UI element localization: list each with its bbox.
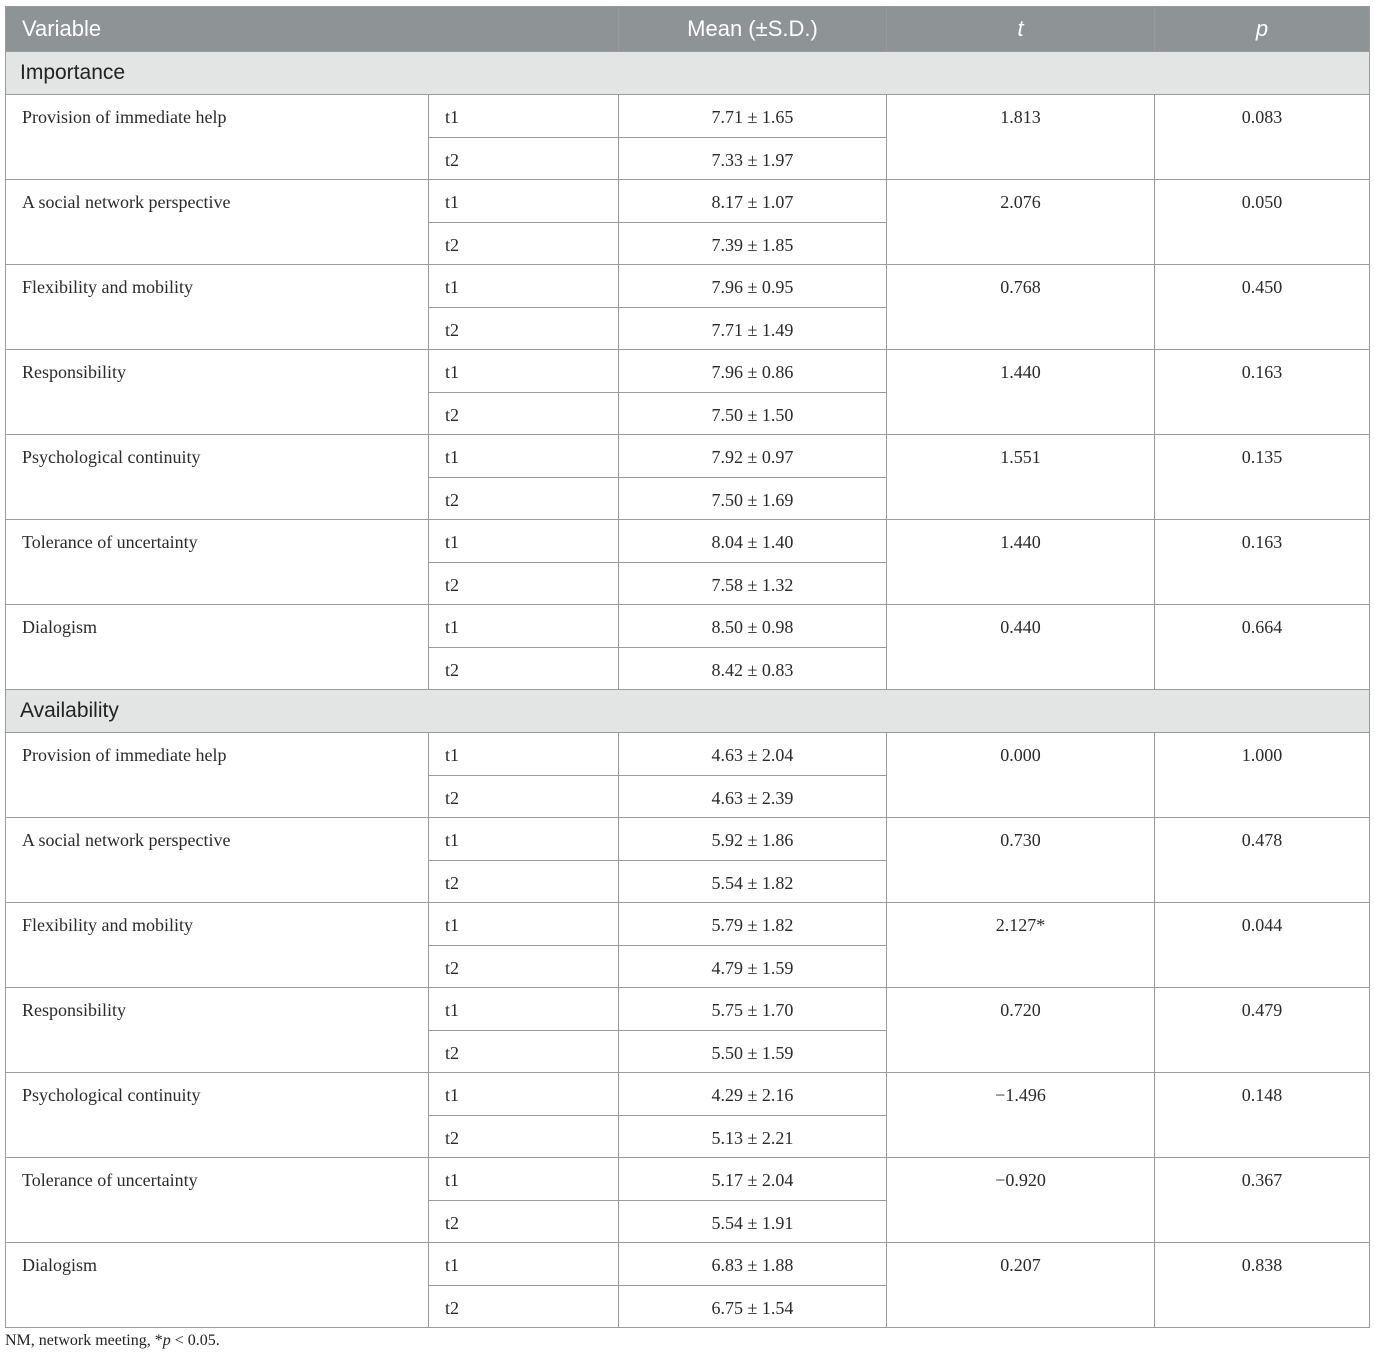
- variable-cell: A social network perspective: [6, 818, 429, 903]
- table-body: [6, 52, 1370, 1328]
- table-row: [6, 903, 1370, 946]
- timepoint-cell: t1: [429, 1158, 619, 1201]
- timepoint-cell: t2: [429, 477, 619, 520]
- p-value-cell: 0.478: [1155, 818, 1370, 903]
- variable-cell: A social network perspective: [6, 180, 429, 265]
- variable-cell: Flexibility and mobility: [6, 265, 429, 350]
- mean-cell: 5.54 ± 1.91: [619, 1200, 887, 1243]
- t-value-cell: 2.127*: [887, 903, 1155, 988]
- p-value-cell: 0.479: [1155, 988, 1370, 1073]
- timepoint-cell: t1: [429, 988, 619, 1031]
- table-row: [6, 1073, 1370, 1116]
- p-value-cell: 0.450: [1155, 265, 1370, 350]
- table-row: [6, 818, 1370, 861]
- mean-cell: 6.75 ± 1.54: [619, 1285, 887, 1328]
- table-row: [6, 605, 1370, 648]
- t-value-cell: 0.730: [887, 818, 1155, 903]
- t-value-cell: 1.551: [887, 435, 1155, 520]
- table-row: [6, 95, 1370, 138]
- mean-cell: 7.71 ± 1.49: [619, 307, 887, 350]
- timepoint-cell: t1: [429, 1243, 619, 1286]
- mean-cell: 7.33 ± 1.97: [619, 137, 887, 180]
- p-value-cell: 0.838: [1155, 1243, 1370, 1328]
- variable-cell: Responsibility: [6, 350, 429, 435]
- footnote: [5, 1332, 220, 1350]
- variable-cell: Psychological continuity: [6, 435, 429, 520]
- mean-cell: 7.92 ± 0.97: [619, 435, 887, 478]
- table-row: [6, 435, 1370, 478]
- t-value-cell: −1.496: [887, 1073, 1155, 1158]
- section-title: Availability: [6, 690, 1370, 733]
- variable-cell: Dialogism: [6, 1243, 429, 1328]
- p-value-cell: 0.664: [1155, 605, 1370, 690]
- t-value-cell: 1.440: [887, 350, 1155, 435]
- timepoint-cell: t2: [429, 222, 619, 265]
- variable-cell: Provision of immediate help: [6, 733, 429, 818]
- mean-cell: 7.71 ± 1.65: [619, 95, 887, 138]
- mean-cell: 7.50 ± 1.69: [619, 477, 887, 520]
- variable-cell: Tolerance of uncertainty: [6, 520, 429, 605]
- header-row: [6, 7, 1370, 52]
- mean-cell: 4.63 ± 2.04: [619, 733, 887, 776]
- mean-cell: 7.96 ± 0.86: [619, 350, 887, 393]
- footnote-suffix: < 0.05.: [170, 1332, 220, 1349]
- table-row: [6, 180, 1370, 223]
- table-row: [6, 733, 1370, 776]
- mean-cell: 8.42 ± 0.83: [619, 647, 887, 690]
- table-row: [6, 265, 1370, 308]
- timepoint-cell: t1: [429, 180, 619, 223]
- mean-cell: 4.29 ± 2.16: [619, 1073, 887, 1116]
- timepoint-cell: t1: [429, 265, 619, 308]
- timepoint-cell: t2: [429, 860, 619, 903]
- timepoint-cell: t2: [429, 307, 619, 350]
- table-row: [6, 350, 1370, 393]
- footnote-p-symbol: p: [162, 1332, 171, 1349]
- p-value-cell: 0.148: [1155, 1073, 1370, 1158]
- timepoint-cell: t1: [429, 903, 619, 946]
- table-row: [6, 1158, 1370, 1201]
- variable-cell: Dialogism: [6, 605, 429, 690]
- timepoint-cell: t2: [429, 1285, 619, 1328]
- variable-cell: Responsibility: [6, 988, 429, 1073]
- variable-cell: Tolerance of uncertainty: [6, 1158, 429, 1243]
- t-value-cell: −0.920: [887, 1158, 1155, 1243]
- header-t: t: [887, 7, 1155, 52]
- variable-cell: Flexibility and mobility: [6, 903, 429, 988]
- mean-cell: 5.92 ± 1.86: [619, 818, 887, 861]
- timepoint-cell: t1: [429, 95, 619, 138]
- header-p: p: [1155, 7, 1370, 52]
- variable-cell: Psychological continuity: [6, 1073, 429, 1158]
- footnote-prefix: NM, network meeting, *: [5, 1332, 163, 1349]
- mean-cell: 5.50 ± 1.59: [619, 1030, 887, 1073]
- timepoint-cell: t2: [429, 945, 619, 988]
- timepoint-cell: t1: [429, 733, 619, 776]
- timepoint-cell: t1: [429, 520, 619, 563]
- p-value-cell: 0.044: [1155, 903, 1370, 988]
- mean-cell: 8.17 ± 1.07: [619, 180, 887, 223]
- table-row: [6, 520, 1370, 563]
- header-variable: Variable: [6, 7, 619, 52]
- timepoint-cell: t2: [429, 1200, 619, 1243]
- timepoint-cell: t1: [429, 1073, 619, 1116]
- timepoint-cell: t2: [429, 392, 619, 435]
- mean-cell: 7.96 ± 0.95: [619, 265, 887, 308]
- t-value-cell: 0.720: [887, 988, 1155, 1073]
- header-mean: Mean (±S.D.): [619, 7, 887, 52]
- mean-cell: 5.75 ± 1.70: [619, 988, 887, 1031]
- timepoint-cell: t1: [429, 818, 619, 861]
- t-value-cell: 2.076: [887, 180, 1155, 265]
- section-title: Importance: [6, 52, 1370, 95]
- mean-cell: 8.50 ± 0.98: [619, 605, 887, 648]
- timepoint-cell: t2: [429, 562, 619, 605]
- mean-cell: 7.50 ± 1.50: [619, 392, 887, 435]
- timepoint-cell: t2: [429, 775, 619, 818]
- timepoint-cell: t1: [429, 605, 619, 648]
- p-value-cell: 0.135: [1155, 435, 1370, 520]
- p-value-cell: 1.000: [1155, 733, 1370, 818]
- p-value-cell: 0.163: [1155, 350, 1370, 435]
- timepoint-cell: t2: [429, 137, 619, 180]
- t-value-cell: 0.440: [887, 605, 1155, 690]
- timepoint-cell: t2: [429, 1030, 619, 1073]
- variable-cell: Provision of immediate help: [6, 95, 429, 180]
- mean-cell: 8.04 ± 1.40: [619, 520, 887, 563]
- table-row: [6, 988, 1370, 1031]
- timepoint-cell: t1: [429, 435, 619, 478]
- mean-cell: 5.54 ± 1.82: [619, 860, 887, 903]
- mean-cell: 7.58 ± 1.32: [619, 562, 887, 605]
- mean-cell: 6.83 ± 1.88: [619, 1243, 887, 1286]
- p-value-cell: 0.163: [1155, 520, 1370, 605]
- section-row: [6, 690, 1370, 733]
- timepoint-cell: t2: [429, 647, 619, 690]
- t-value-cell: 1.440: [887, 520, 1155, 605]
- section-row: [6, 52, 1370, 95]
- p-value-cell: 0.050: [1155, 180, 1370, 265]
- table-row: [6, 1243, 1370, 1286]
- t-value-cell: 1.813: [887, 95, 1155, 180]
- results-table: [5, 6, 1370, 1328]
- t-value-cell: 0.768: [887, 265, 1155, 350]
- table-container: [5, 6, 1369, 1328]
- mean-cell: 7.39 ± 1.85: [619, 222, 887, 265]
- mean-cell: 4.63 ± 2.39: [619, 775, 887, 818]
- timepoint-cell: t2: [429, 1115, 619, 1158]
- mean-cell: 5.13 ± 2.21: [619, 1115, 887, 1158]
- mean-cell: 5.17 ± 2.04: [619, 1158, 887, 1201]
- t-value-cell: 0.000: [887, 733, 1155, 818]
- p-value-cell: 0.083: [1155, 95, 1370, 180]
- mean-cell: 4.79 ± 1.59: [619, 945, 887, 988]
- mean-cell: 5.79 ± 1.82: [619, 903, 887, 946]
- p-value-cell: 0.367: [1155, 1158, 1370, 1243]
- t-value-cell: 0.207: [887, 1243, 1155, 1328]
- timepoint-cell: t1: [429, 350, 619, 393]
